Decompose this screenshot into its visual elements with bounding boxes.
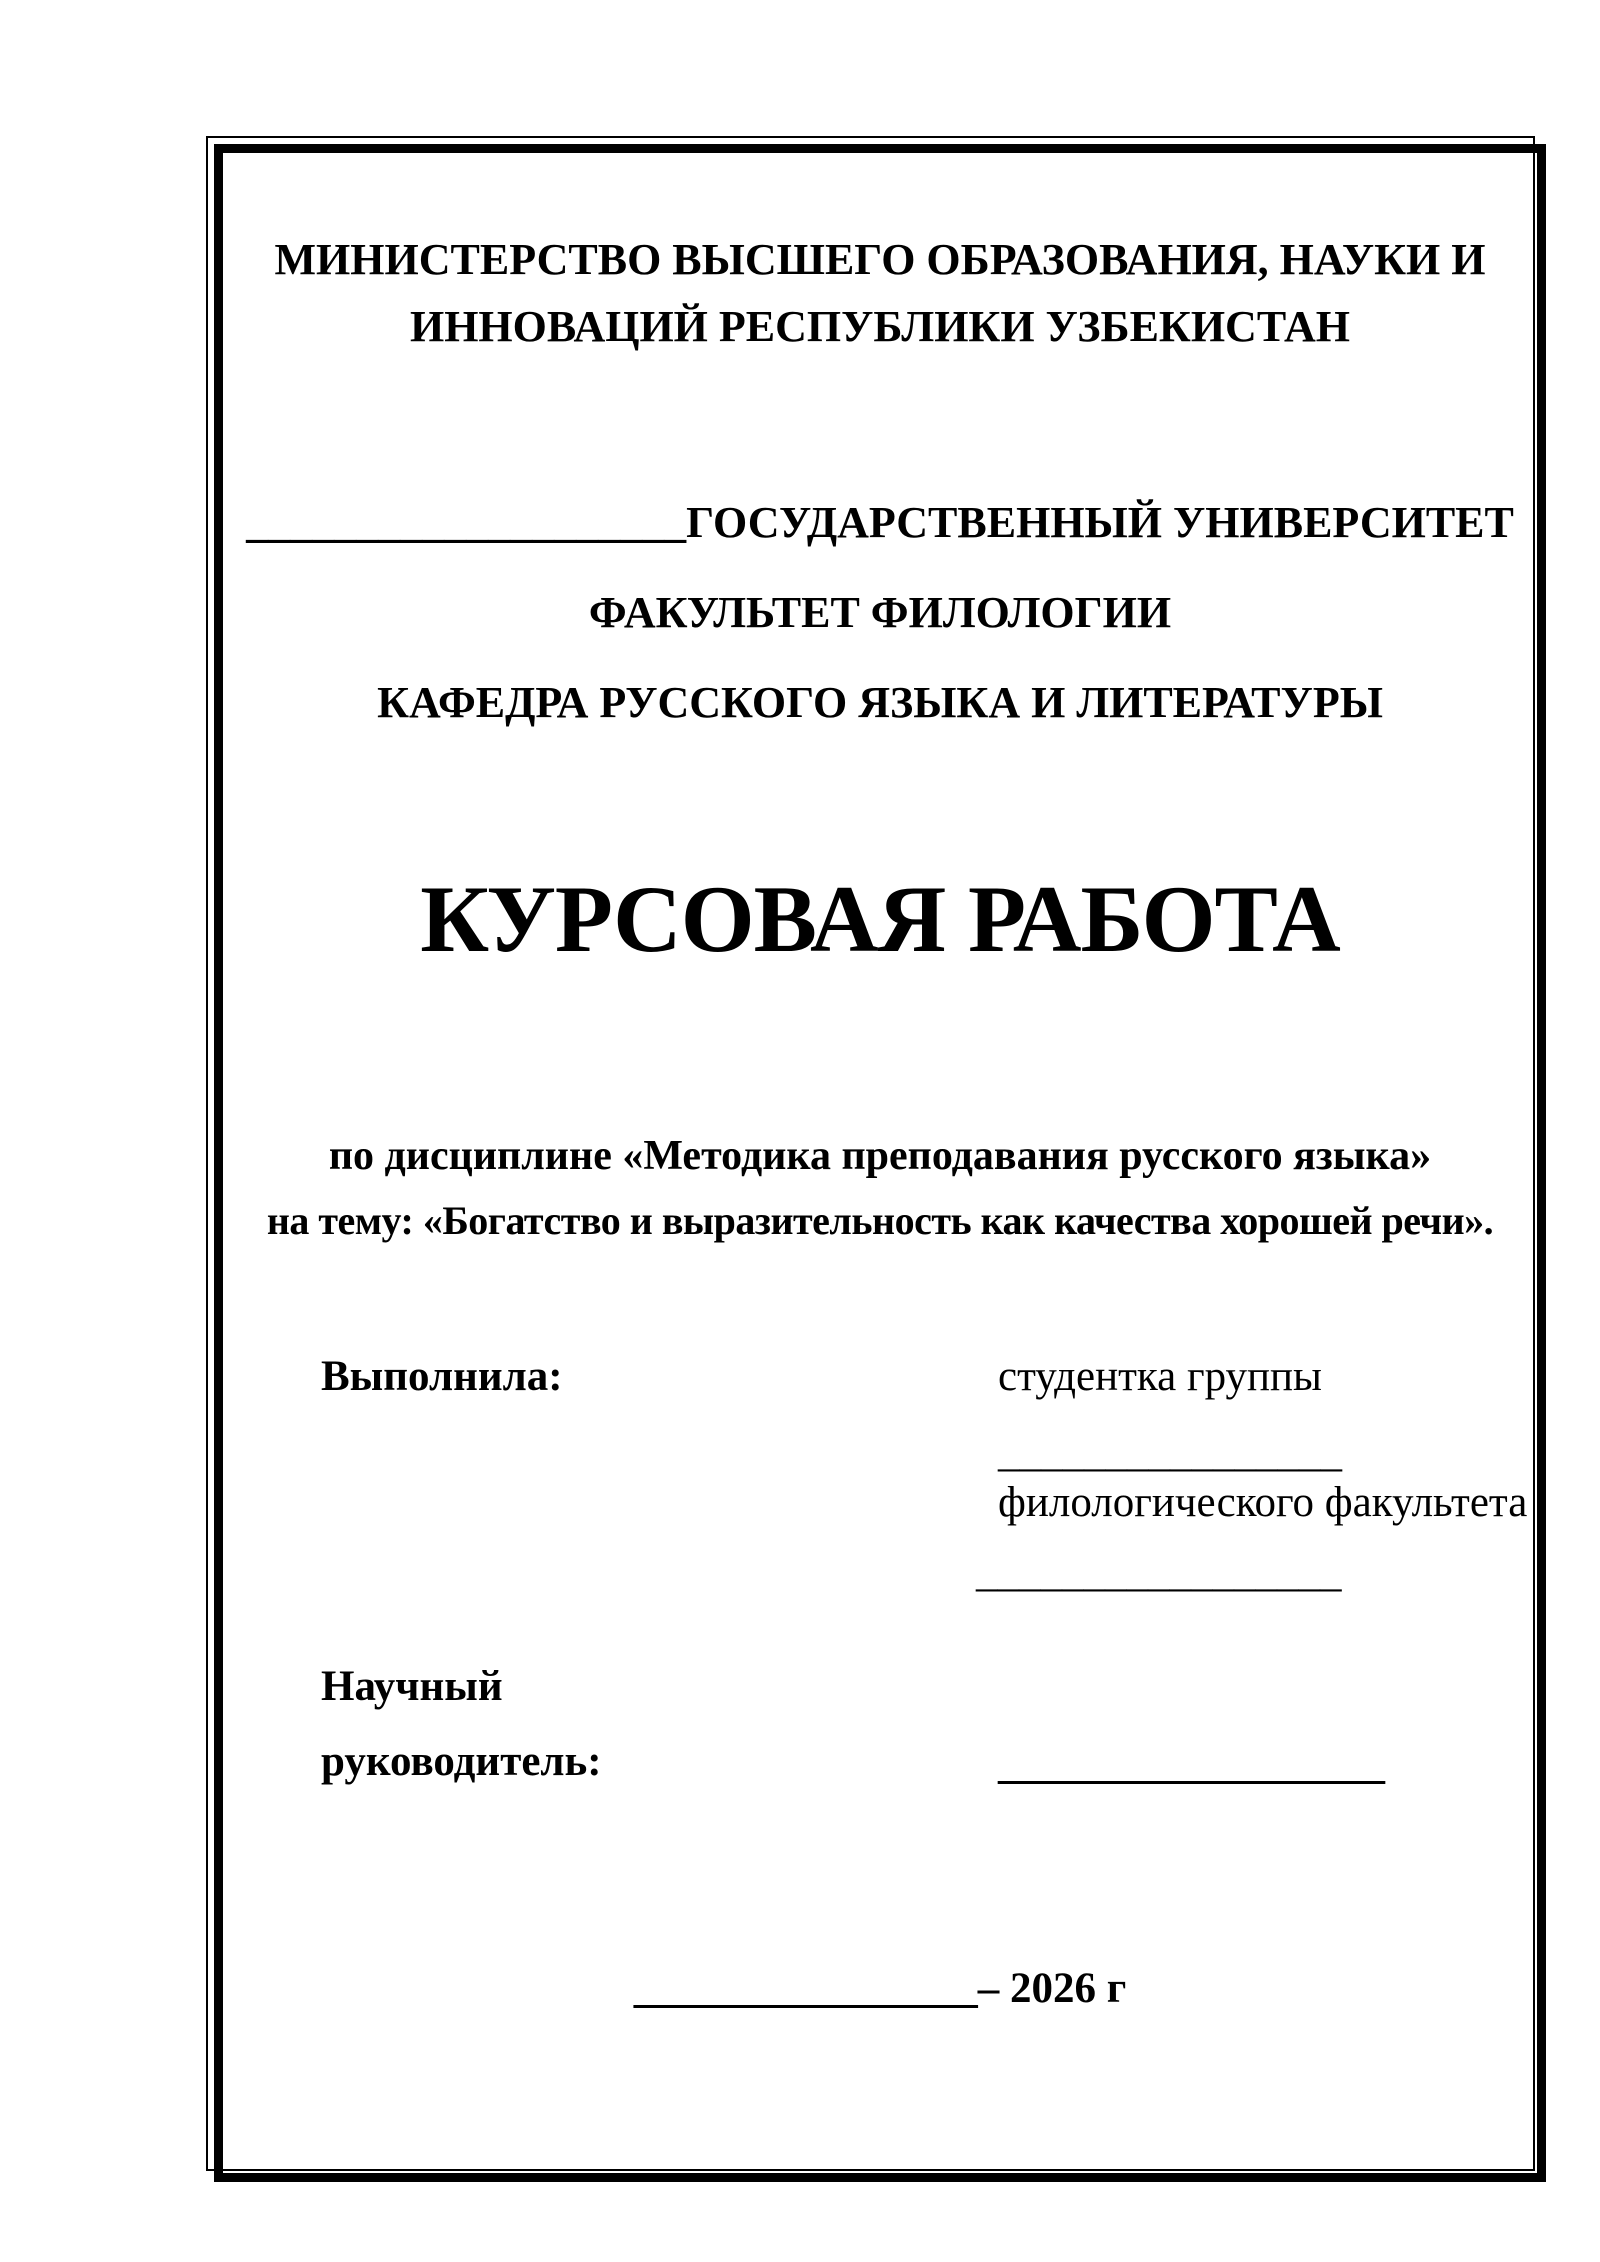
- university-line: [223, 497, 1537, 549]
- philology-faculty-line: филологического факультета: [998, 1479, 1528, 1526]
- supervisor-name-blank-line: __________________: [998, 1741, 1385, 1788]
- department-line: КАФЕДРА РУССКОГО ЯЗЫКА И ЛИТЕРАТУРЫ: [377, 678, 1383, 727]
- ministry-heading-line2: ИННОВАЦИЙ РЕСПУБЛИКИ УЗБЕКИСТАН: [409, 302, 1350, 351]
- city-year-line: [223, 1964, 1537, 2014]
- student-name-blank-line: _________________: [976, 1549, 1342, 1596]
- work-title: КУРСОВАЯ РАБОТА: [420, 866, 1340, 972]
- year-text: – 2026 г: [977, 1965, 1127, 2012]
- faculty-line: ФАКУЛЬТЕТ ФИЛОЛОГИИ: [588, 588, 1172, 637]
- ministry-heading: [223, 226, 1537, 360]
- student-group-line: студентка группы: [998, 1353, 1322, 1400]
- supervisor-label-line2: руководитель:: [321, 1738, 602, 1785]
- city-blank: ________________: [633, 1965, 978, 2012]
- topic-line: на тему: «Богатство и выразительность как качества хорошей речи».: [266, 1198, 1494, 1243]
- performed-by-label: Выполнила:: [321, 1353, 563, 1400]
- discipline-line: по дисциплине «Методика преподавания русского языка»: [328, 1133, 1432, 1179]
- ministry-heading-line1: МИНИСТЕРСТВО ВЫСШЕГО ОБРАЗОВАНИЯ, НАУКИ И: [274, 235, 1486, 284]
- university-line-text: ГОСУДАРСТВЕННЫЙ УНИВЕРСИТЕТ: [686, 498, 1514, 547]
- university-name-blank: ____________________: [246, 498, 687, 547]
- student-group-blank-line: ________________: [998, 1429, 1342, 1476]
- supervisor-label-line1: Научный: [321, 1663, 503, 1710]
